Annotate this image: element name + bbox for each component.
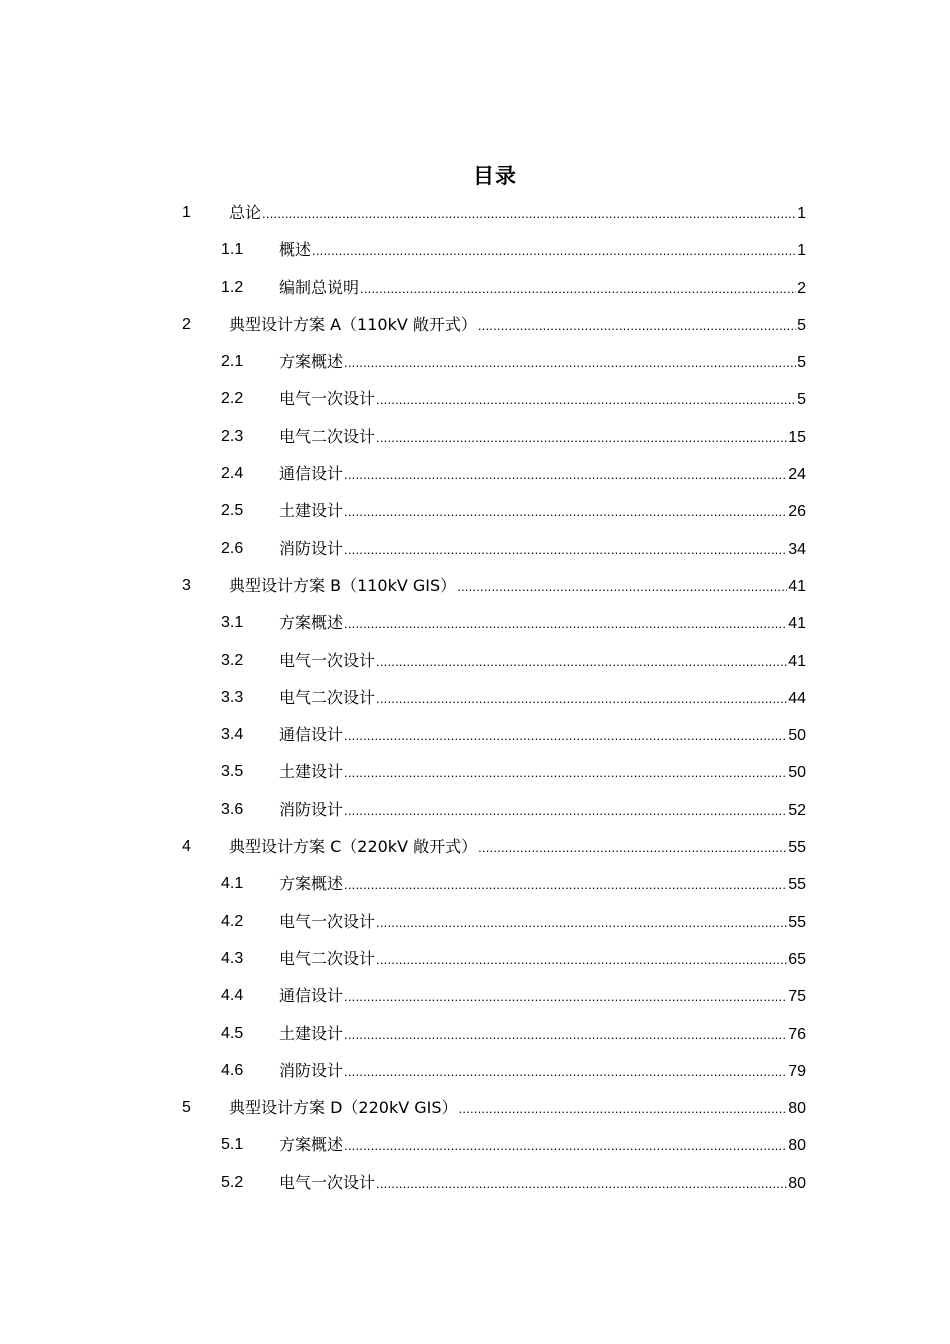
- toc-entry[interactable]: [0, 567, 950, 604]
- toc-entry-line: [279, 231, 806, 269]
- toc-entry-title: 通信设计: [279, 725, 344, 745]
- toc-entry-number: 4.5: [221, 1024, 244, 1042]
- toc-entry-title: 土建设计: [279, 501, 344, 521]
- toc-entry[interactable]: [0, 828, 950, 865]
- toc-entry-number: 4.4: [221, 987, 244, 1005]
- toc-dot-leader: [344, 456, 787, 493]
- toc-entry[interactable]: [0, 642, 950, 679]
- toc-entry-number: 4: [182, 838, 191, 856]
- toc-entry-line: [229, 194, 806, 232]
- toc-dot-leader: [376, 904, 787, 941]
- toc-entry[interactable]: [0, 753, 950, 790]
- toc-entry[interactable]: [0, 306, 950, 343]
- toc-entry-page: 24: [788, 466, 806, 484]
- toc-entry-page: 55: [788, 839, 806, 857]
- toc-entry[interactable]: [0, 231, 950, 268]
- toc-entry-title: 消防设计: [279, 1060, 344, 1080]
- toc-dot-leader: [312, 232, 796, 269]
- toc-entry-number: 2: [182, 315, 191, 333]
- toc-entry-page: 44: [788, 689, 806, 707]
- toc-entry-page: 50: [788, 764, 806, 782]
- toc-entry-page: 76: [788, 1025, 806, 1043]
- toc-dot-leader: [344, 754, 787, 791]
- toc-entry[interactable]: [0, 865, 950, 902]
- toc-dot-leader: [344, 493, 787, 530]
- toc-entry-line: [279, 604, 806, 642]
- toc-entry-title: 消防设计: [279, 799, 344, 819]
- toc-entry-page: 1: [797, 205, 806, 222]
- toc-entry-title: 土建设计: [279, 1023, 344, 1043]
- toc-entry-title: 通信设计: [279, 986, 344, 1006]
- toc-entry-number: 2.5: [221, 502, 244, 520]
- toc-entry-number: 3.3: [221, 688, 244, 706]
- toc-entry-line: [229, 306, 806, 344]
- toc-entry-page: 2: [797, 279, 806, 297]
- toc-entry-line: [279, 492, 806, 530]
- toc-entry-title: 通信设计: [279, 464, 344, 484]
- toc-entry-number: 4.1: [221, 875, 244, 893]
- toc-entry-title: 电气二次设计: [279, 687, 376, 707]
- toc-entry-number: 1: [182, 204, 191, 221]
- toc-entry[interactable]: [0, 1089, 950, 1126]
- toc-entry-number: 1.2: [221, 278, 244, 296]
- toc-entry-title: 电气二次设计: [279, 426, 376, 446]
- toc-dot-leader: [376, 419, 787, 456]
- toc-entry-line: [279, 753, 806, 791]
- toc-entry[interactable]: [0, 1126, 950, 1163]
- toc-entry-number: 2.1: [221, 353, 244, 371]
- toc-entry-line: [279, 642, 806, 680]
- toc-entry-number: 3.4: [221, 726, 244, 744]
- toc-dot-leader: [376, 680, 787, 717]
- toc-entry-page: 55: [788, 876, 806, 894]
- toc-entry[interactable]: [0, 903, 950, 940]
- toc-entry-page: 5: [797, 391, 806, 409]
- toc-entry-line: [279, 455, 806, 493]
- toc-entry-page: 5: [797, 316, 806, 334]
- toc-entry[interactable]: [0, 940, 950, 977]
- toc-entry-line: [279, 903, 806, 941]
- toc-entry[interactable]: [0, 977, 950, 1014]
- toc-dot-leader: [344, 792, 787, 829]
- toc-entry-title: 方案概述: [279, 613, 344, 633]
- toc-entry-page: 26: [788, 503, 806, 521]
- toc-dot-leader: [344, 531, 787, 568]
- toc-entry-page: 75: [788, 988, 806, 1006]
- toc-entry-line: [279, 977, 806, 1015]
- toc-entry-line: [279, 380, 806, 418]
- toc-entry-number: 3.2: [221, 651, 244, 669]
- toc-entry-number: 5: [182, 1099, 191, 1117]
- toc-entry-title: 方案概述: [279, 1135, 344, 1155]
- toc-dot-leader: [459, 1090, 788, 1127]
- toc-entry-line: [279, 1164, 806, 1202]
- toc-entry-title: 电气二次设计: [279, 948, 376, 968]
- toc-dot-leader: [376, 941, 787, 978]
- toc-entry-line: [279, 865, 806, 903]
- toc-entry-page: 15: [788, 428, 806, 446]
- toc-dot-leader: [376, 381, 796, 418]
- toc-entry-page: 50: [788, 727, 806, 745]
- toc-entry-page: 41: [788, 577, 806, 595]
- toc-entry-title: 总论: [229, 203, 262, 222]
- toc-entry[interactable]: [0, 418, 950, 455]
- toc-entry[interactable]: [0, 679, 950, 716]
- toc-entry[interactable]: [0, 1052, 950, 1089]
- toc-entry-title: 典型设计方案 D（220kV GIS）: [229, 1098, 458, 1118]
- toc-list: [0, 194, 950, 1201]
- toc-entry-title: 典型设计方案 C（220kV 敞开式）: [229, 837, 478, 857]
- toc-entry-number: 2.4: [221, 465, 244, 483]
- toc-dot-leader: [344, 866, 787, 903]
- toc-entry-number: 2.3: [221, 427, 244, 445]
- toc-entry-number: 2.2: [221, 390, 244, 408]
- toc-entry[interactable]: [0, 194, 950, 231]
- toc-entry-line: [279, 418, 806, 456]
- toc-entry-page: 65: [788, 950, 806, 968]
- toc-entry-page: 80: [788, 1174, 806, 1192]
- toc-entry-number: 5.1: [221, 1136, 244, 1154]
- toc-entry-page: 41: [788, 615, 806, 633]
- toc-entry-page: 79: [788, 1062, 806, 1080]
- toc-entry-line: [229, 567, 806, 605]
- toc-entry[interactable]: [0, 380, 950, 417]
- toc-entry-page: 80: [788, 1100, 806, 1118]
- toc-entry-title: 编制总说明: [279, 277, 360, 297]
- toc-entry-number: 3.5: [221, 763, 244, 781]
- toc-dot-leader: [344, 1053, 787, 1090]
- toc-entry-page: 34: [788, 540, 806, 558]
- toc-entry-line: [279, 269, 806, 307]
- toc-entry-line: [279, 679, 806, 717]
- toc-entry-line: [279, 940, 806, 978]
- toc-entry[interactable]: [0, 455, 950, 492]
- toc-dot-leader: [344, 344, 796, 381]
- toc-entry-line: [279, 1052, 806, 1090]
- toc-entry-number: 5.2: [221, 1173, 244, 1191]
- toc-entry-page: 1: [797, 242, 806, 260]
- toc-entry-line: [279, 716, 806, 754]
- toc-dot-leader: [344, 1016, 787, 1053]
- toc-entry-title: 电气一次设计: [279, 911, 376, 931]
- toc-entry-number: 3: [182, 576, 191, 594]
- toc-entry-page: 55: [788, 913, 806, 931]
- toc-dot-leader: [344, 1127, 787, 1164]
- toc-entry-number: 3.1: [221, 614, 244, 632]
- toc-entry-title: 典型设计方案 B（110kV GIS）: [229, 575, 457, 595]
- toc-entry-title: 概述: [279, 240, 312, 260]
- toc-entry-title: 电气一次设计: [279, 650, 376, 670]
- toc-entry[interactable]: [0, 791, 950, 828]
- toc-entry-number: 4.2: [221, 912, 244, 930]
- toc-entry-number: 2.6: [221, 539, 244, 557]
- toc-entry-line: [279, 343, 806, 381]
- toc-entry-title: 消防设计: [279, 538, 344, 558]
- toc-title: 目录: [473, 164, 517, 188]
- toc-entry[interactable]: [0, 492, 950, 529]
- toc-entry-page: 52: [788, 801, 806, 819]
- toc-entry-number: 1.1: [221, 241, 244, 259]
- toc-entry[interactable]: [0, 1164, 950, 1201]
- toc-entry-title: 电气一次设计: [279, 1172, 376, 1192]
- toc-entry-number: 3.6: [221, 800, 244, 818]
- toc-dot-leader: [478, 829, 787, 866]
- toc-dot-leader: [457, 568, 787, 605]
- toc-dot-leader: [376, 1165, 787, 1202]
- toc-entry-title: 电气一次设计: [279, 389, 376, 409]
- toc-entry-line: [279, 1015, 806, 1053]
- toc-entry-number: 4.6: [221, 1061, 244, 1079]
- toc-entry-page: 5: [797, 354, 806, 372]
- toc-entry-line: [279, 530, 806, 568]
- toc-entry[interactable]: [0, 604, 950, 641]
- toc-entry-title: 方案概述: [279, 352, 344, 372]
- toc-entry-page: 41: [788, 652, 806, 670]
- toc-entry[interactable]: [0, 269, 950, 306]
- toc-entry[interactable]: [0, 530, 950, 567]
- toc-dot-leader: [344, 717, 787, 754]
- toc-entry-page: 80: [788, 1137, 806, 1155]
- toc-dot-leader: [262, 195, 796, 232]
- toc-entry-title: 土建设计: [279, 762, 344, 782]
- toc-entry[interactable]: [0, 716, 950, 753]
- toc-dot-leader: [478, 307, 796, 344]
- toc-dot-leader: [360, 270, 796, 307]
- toc-entry[interactable]: [0, 343, 950, 380]
- toc-entry-title: 方案概述: [279, 874, 344, 894]
- toc-entry-number: 4.3: [221, 949, 244, 967]
- toc-dot-leader: [344, 605, 787, 642]
- toc-dot-leader: [376, 643, 787, 680]
- toc-entry-line: [279, 791, 806, 829]
- toc-dot-leader: [344, 978, 787, 1015]
- toc-entry-title: 典型设计方案 A（110kV 敞开式）: [229, 314, 477, 334]
- toc-entry-line: [229, 1089, 806, 1127]
- toc-entry[interactable]: [0, 1015, 950, 1052]
- toc-entry-line: [279, 1126, 806, 1164]
- toc-entry-line: [229, 828, 806, 866]
